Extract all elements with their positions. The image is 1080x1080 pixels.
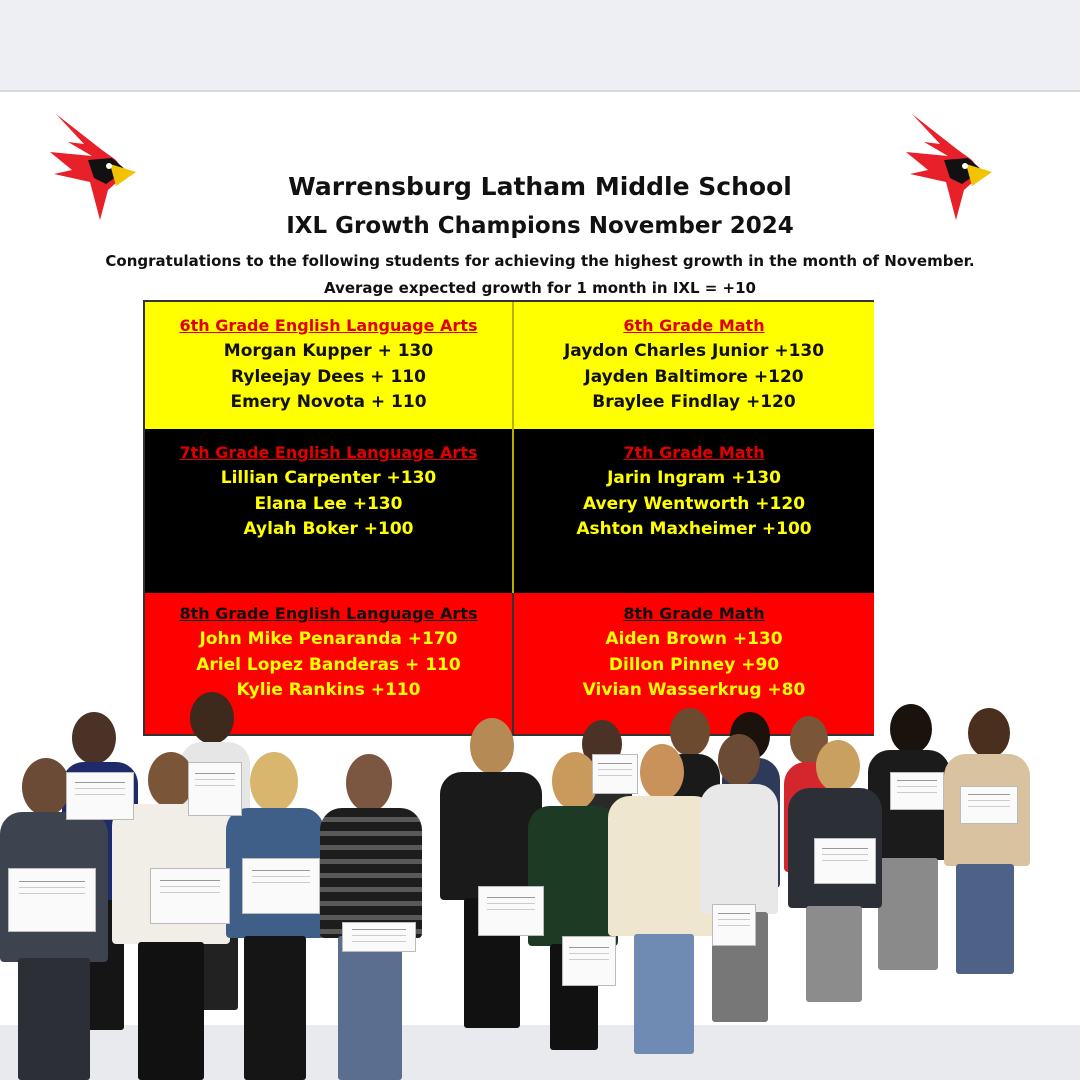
champions-table — [143, 300, 874, 736]
category-title: 7th Grade English Language Arts — [179, 443, 478, 462]
top-band — [0, 0, 1080, 88]
event-title: IXL Growth Champions November 2024 — [286, 213, 794, 239]
cardinal-logo-right — [902, 112, 992, 222]
cardinal-icon — [50, 114, 136, 220]
certificate — [890, 772, 944, 810]
certificate — [562, 936, 616, 986]
student-entry: Aiden Brown +130 — [605, 629, 783, 649]
student-entry: Ariel Lopez Banderas + 110 — [196, 654, 461, 675]
certificate — [712, 904, 756, 946]
student-entry: Jayden Baltimore +120 — [584, 366, 804, 387]
student-figure — [320, 754, 424, 1080]
student-figure — [700, 734, 780, 1034]
certificate — [478, 886, 544, 936]
category-title: 8th Grade English Language Arts — [179, 604, 478, 623]
cell-6th-ela — [145, 302, 514, 429]
cell-7th-ela — [145, 429, 514, 593]
category-title: 6th Grade English Language Arts — [179, 316, 478, 335]
category-title: 6th Grade Math — [623, 316, 765, 335]
certificate — [960, 786, 1018, 824]
congrats-line: Congratulations to the following students for achieving the highest growth in the month of November. — [105, 252, 975, 270]
student-entry: Emery Novota + 110 — [230, 392, 427, 412]
expected-growth-line: Average expected growth for 1 month in IXL = +10 — [324, 279, 756, 297]
student-entry: Aylah Boker +100 — [243, 519, 414, 539]
cell-7th-math — [514, 429, 874, 593]
student-entry: Kylie Rankins +110 — [236, 680, 421, 700]
certificate — [66, 772, 134, 820]
category-title: 8th Grade Math — [623, 604, 765, 623]
student-entry: Dillon Pinney +90 — [608, 654, 780, 675]
student-entry: Elana Lee +130 — [254, 493, 403, 514]
student-entry: Vivian Wasserkrug +80 — [582, 680, 806, 700]
cardinal-icon — [906, 114, 992, 220]
certificate — [8, 868, 96, 932]
student-entry: Jarin Ingram +130 — [607, 468, 781, 488]
student-entry: Ashton Maxheimer +100 — [576, 519, 812, 539]
cardinal-logo-left — [46, 112, 136, 222]
student-figure — [944, 708, 1032, 984]
school-name: Warrensburg Latham Middle School — [288, 172, 792, 201]
category-title: 7th Grade Math — [623, 443, 765, 462]
student-entry: Braylee Findlay +120 — [592, 392, 796, 412]
student-entry: Avery Wentworth +120 — [582, 493, 806, 514]
student-entry: Ryleejay Dees + 110 — [231, 366, 426, 387]
student-entry: Jaydon Charles Junior +130 — [563, 341, 825, 361]
certificate — [242, 858, 320, 914]
student-entry: Lillian Carpenter +130 — [220, 468, 437, 488]
certificate — [188, 762, 242, 816]
certificate — [814, 838, 876, 884]
certificate — [592, 754, 638, 794]
student-photos — [0, 690, 1080, 1080]
certificate — [342, 922, 416, 952]
student-entry: John Mike Penaranda +170 — [199, 629, 458, 649]
cell-6th-math — [514, 302, 874, 429]
certificate — [150, 868, 230, 924]
student-entry: Morgan Kupper + 130 — [223, 341, 434, 361]
